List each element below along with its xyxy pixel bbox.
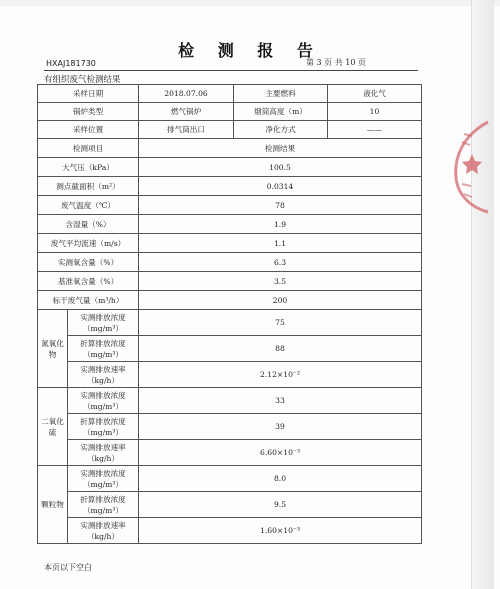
table-header-cell: 检测项目	[38, 139, 139, 158]
table-row	[38, 103, 422, 121]
table-row	[38, 234, 422, 253]
table-cell: 实测排放浓度（mg/m³）	[68, 388, 139, 414]
table-cell: ——	[328, 121, 422, 139]
table-cell: 6.3	[139, 253, 422, 272]
header-rule	[44, 70, 418, 71]
table-cell: 8.0	[139, 466, 422, 492]
table-cell: 净化方式	[234, 121, 328, 139]
table-cell: 10	[328, 103, 422, 121]
table-row	[38, 310, 422, 336]
table-cell: 3.5	[139, 272, 422, 291]
page-right-edge	[471, 0, 494, 589]
table-cell: 基准氧含量（%）	[38, 272, 139, 291]
pollutant-name-cell: 颗粒物	[38, 466, 68, 544]
table-cell: 烟筒高度（m）	[234, 103, 328, 121]
results-table	[37, 84, 422, 544]
table-row	[38, 177, 422, 196]
table-cell: 33	[139, 388, 422, 414]
table-cell: 废气温度（℃）	[38, 196, 139, 215]
table-cell: 1.9	[139, 215, 422, 234]
table-row	[38, 139, 422, 158]
table-cell: 采样日期	[38, 85, 139, 103]
table-row	[38, 85, 422, 103]
table-row	[38, 253, 422, 272]
report-number: HXAJ181730	[46, 59, 96, 68]
table-cell: 200	[139, 291, 422, 310]
table-row	[38, 414, 422, 440]
table-cell: 液化气	[328, 85, 422, 103]
table-cell: 含湿量（%）	[38, 215, 139, 234]
table-cell: 实测氧含量（%）	[38, 253, 139, 272]
pollutant-name-cell: 氮氧化物	[38, 310, 68, 388]
table-cell: 2.12×10⁻²	[139, 362, 422, 388]
table-row	[38, 336, 422, 362]
table-cell: 折算排放浓度（mg/m³）	[68, 336, 139, 362]
table-row	[38, 362, 422, 388]
table-row	[38, 121, 422, 139]
table-row	[38, 291, 422, 310]
table-cell: 实测排放速率（kg/h）	[68, 362, 139, 388]
page-top-edge	[0, 0, 500, 6]
table-cell: 锅炉类型	[38, 103, 139, 121]
table-cell: 实测排放浓度（mg/m³）	[68, 466, 139, 492]
table-row	[38, 492, 422, 518]
table-cell: 0.0314	[139, 177, 422, 196]
table-cell: 实测排放速率（kg/h）	[68, 518, 139, 544]
table-cell: 88	[139, 336, 422, 362]
table-cell: 排气筒出口	[139, 121, 234, 139]
table-row	[38, 272, 422, 291]
table-cell: 废气平均流速（m/s）	[38, 234, 139, 253]
table-cell: 标干废气量（m³/h）	[38, 291, 139, 310]
table-cell: 6.60×10⁻³	[139, 440, 422, 466]
section-title: 有组织废气检测结果	[44, 75, 121, 85]
table-row	[38, 388, 422, 414]
table-cell: 100.5	[139, 158, 422, 177]
table-header-cell: 检测结果	[139, 139, 422, 158]
pollutant-name-cell: 二氧化硫	[38, 388, 68, 466]
table-cell: 实测排放速率（kg/h）	[68, 440, 139, 466]
table-row	[38, 215, 422, 234]
table-cell: 主要燃料	[234, 85, 328, 103]
table-cell: 78	[139, 196, 422, 215]
footer-note: 本页以下空白	[44, 563, 92, 572]
table-row	[38, 196, 422, 215]
table-cell: 折算排放浓度（mg/m³）	[68, 414, 139, 440]
table-cell: 燃气锅炉	[139, 103, 234, 121]
table-cell: 测点截面积（m²）	[38, 177, 139, 196]
table-row	[38, 158, 422, 177]
table-cell: 39	[139, 414, 422, 440]
seal-stamp-icon	[450, 118, 490, 214]
table-cell: 9.5	[139, 492, 422, 518]
page-indicator: 第 3 页 共 10 页	[306, 58, 366, 67]
table-row	[38, 466, 422, 492]
table-row	[38, 440, 422, 466]
table-cell: 2018.07.06	[139, 85, 234, 103]
table-cell: 实测排放浓度（mg/m³）	[68, 310, 139, 336]
table-cell: 采样位置	[38, 121, 139, 139]
table-row	[38, 518, 422, 544]
table-cell: 1.60×10⁻³	[139, 518, 422, 544]
report-title: 检 测 报 告	[178, 41, 322, 60]
table-cell: 大气压（kPa）	[38, 158, 139, 177]
table-cell: 75	[139, 310, 422, 336]
table-cell: 1.1	[139, 234, 422, 253]
table-cell: 折算排放浓度（mg/m³）	[68, 492, 139, 518]
